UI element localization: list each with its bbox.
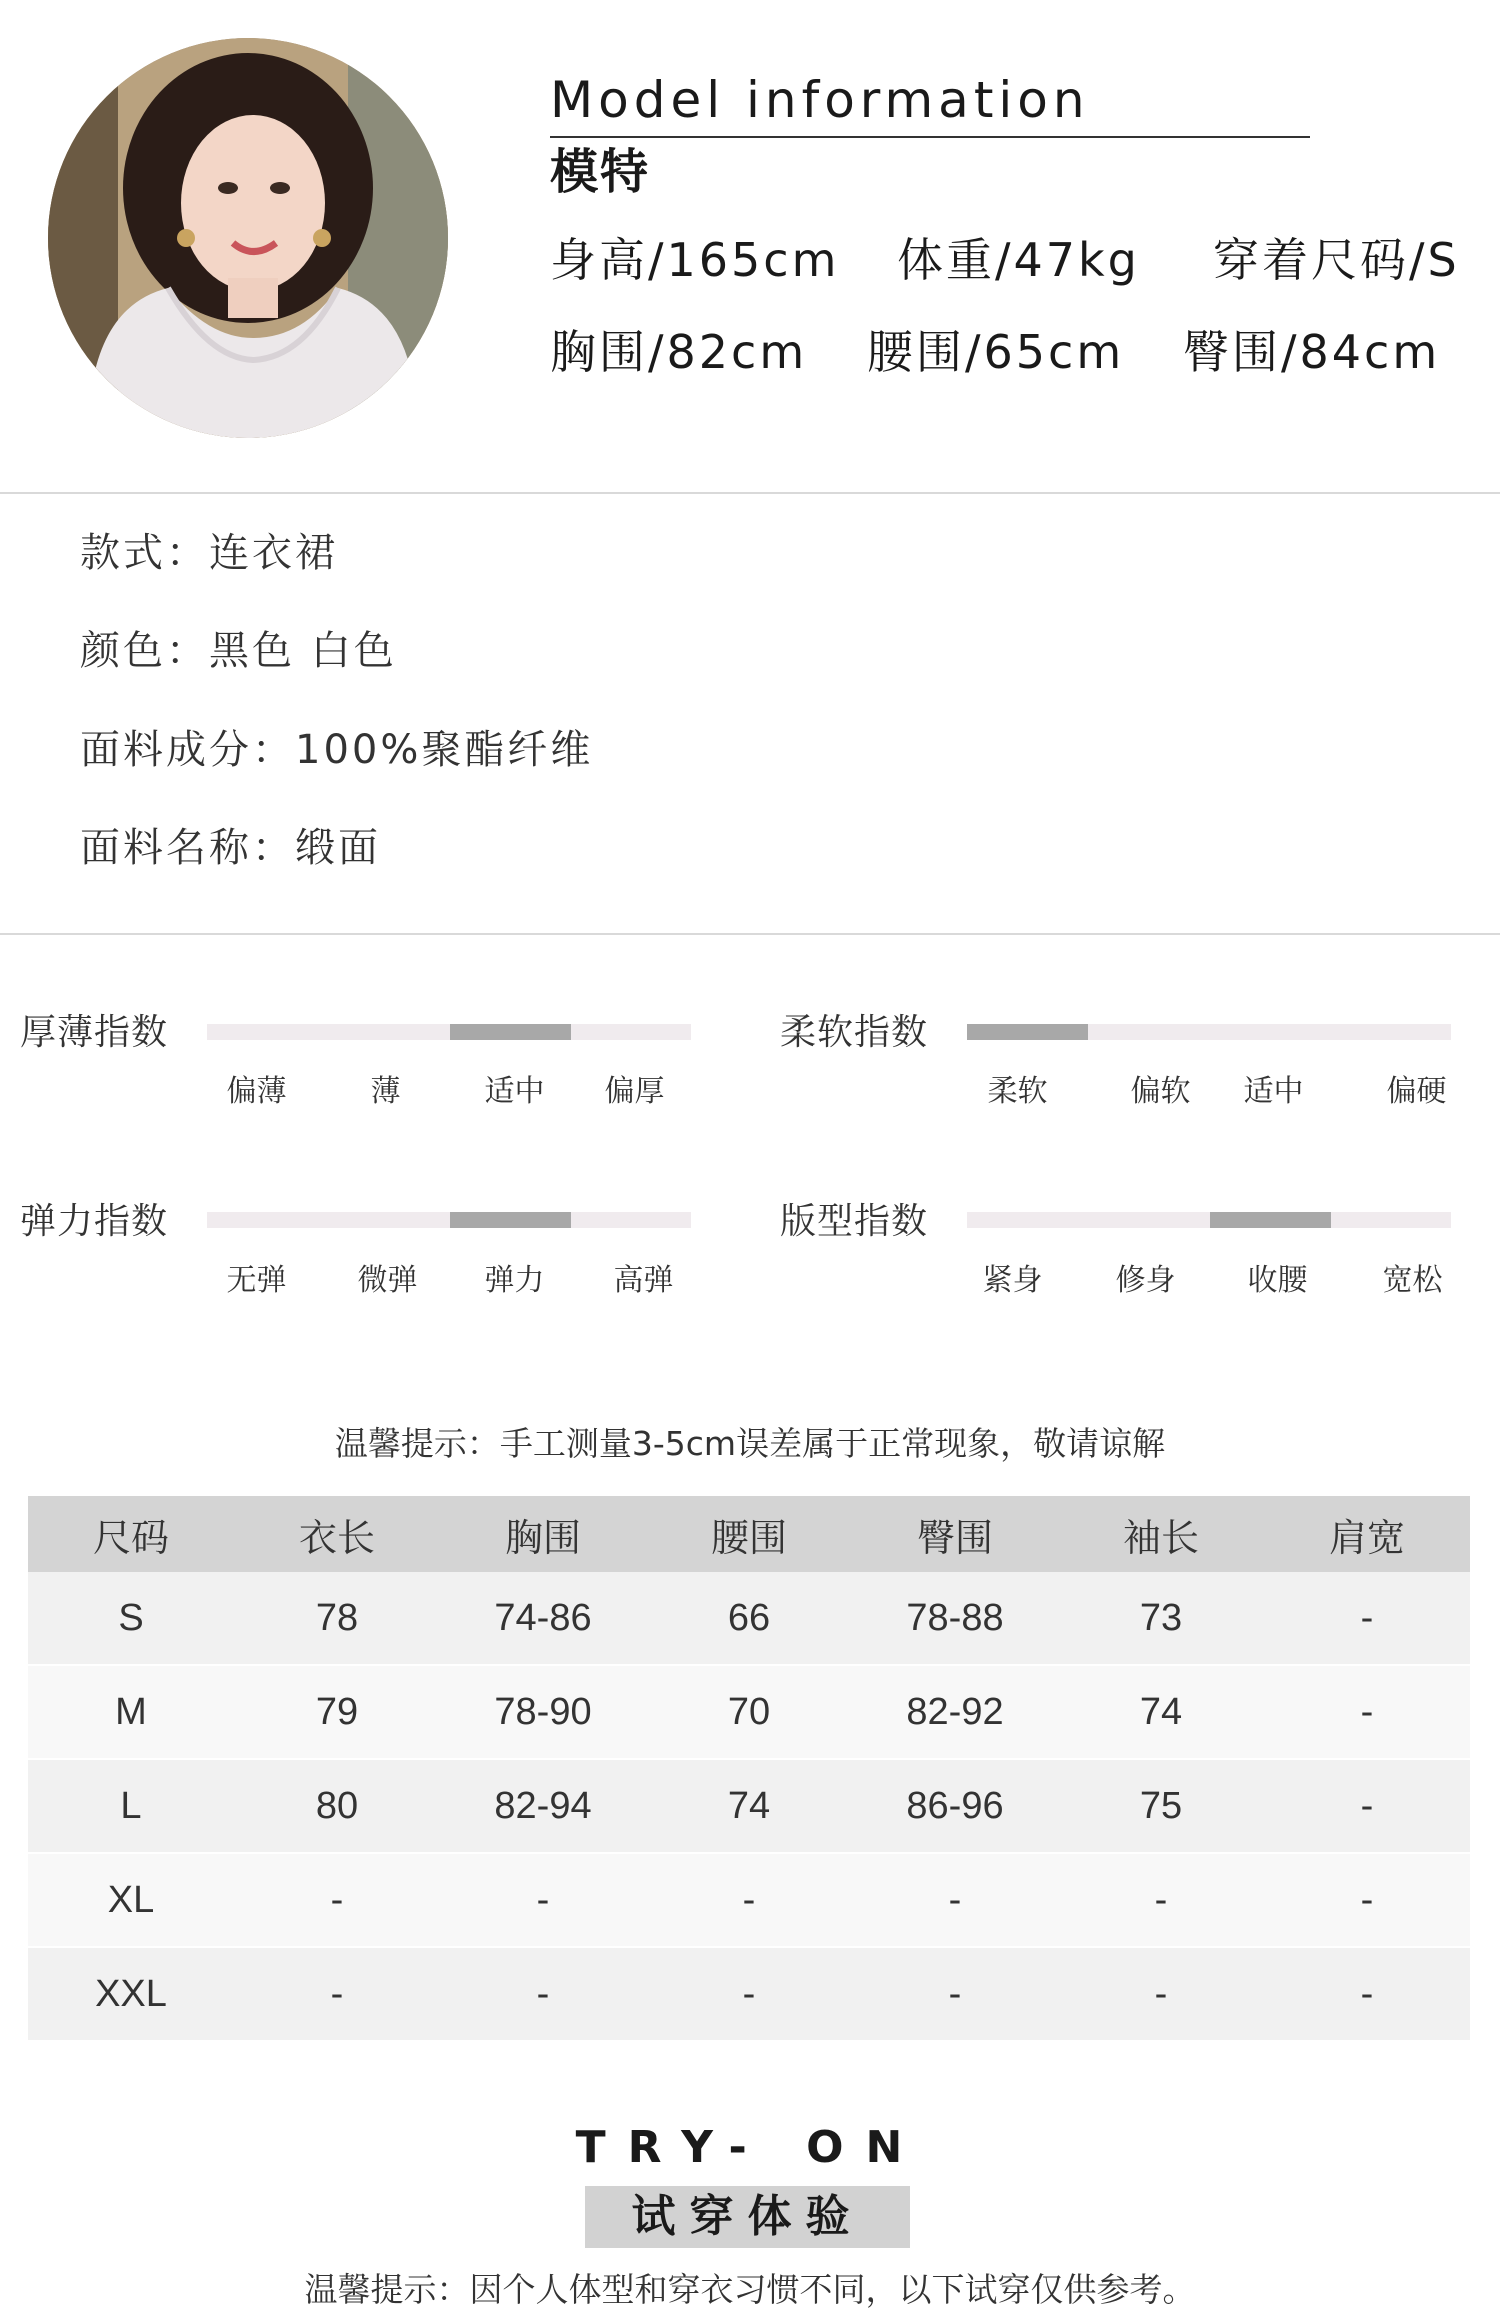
model-weight: 体重/47kg — [897, 233, 1140, 287]
model-photo — [48, 38, 448, 438]
table-cell: 74 — [1058, 1665, 1264, 1759]
tryon-note: 温馨提示：因个人体型和穿衣习惯不同，以下试穿仅供参考。 — [304, 2270, 1196, 2309]
index-option: 高弹 — [613, 1263, 674, 1298]
table-header-row — [28, 1496, 1470, 1572]
index-fit-label: 版型指数 — [780, 1201, 929, 1242]
model-title-underline — [550, 136, 1310, 138]
table-row — [28, 1572, 1470, 1665]
header-shoulder: 肩宽 — [1264, 1496, 1470, 1572]
table-cell: - — [1264, 1947, 1470, 2041]
index-thickness-label: 厚薄指数 — [20, 1012, 169, 1053]
index-fit-track — [967, 1212, 1451, 1228]
table-cell: - — [440, 1853, 646, 1947]
index-option: 弹力 — [484, 1263, 545, 1298]
tryon-title: TRY- ON — [575, 2122, 925, 2173]
table-cell: 74-86 — [440, 1572, 646, 1665]
table-cell: - — [234, 1853, 440, 1947]
index-option: 柔软 — [987, 1074, 1048, 1109]
table-cell: - — [1058, 1947, 1264, 2041]
table-cell: 86-96 — [852, 1759, 1058, 1853]
table-cell: - — [646, 1853, 852, 1947]
index-softness-marker — [967, 1024, 1088, 1040]
index-option: 无弹 — [226, 1263, 287, 1298]
index-option: 适中 — [1243, 1074, 1304, 1109]
index-option: 偏硬 — [1386, 1074, 1447, 1109]
table-cell: L — [28, 1759, 234, 1853]
table-cell: 74 — [646, 1759, 852, 1853]
header-sleeve: 袖长 — [1058, 1496, 1264, 1572]
table-cell: - — [1264, 1853, 1470, 1947]
tryon-badge: 试穿体验 — [585, 2186, 910, 2248]
index-elasticity-label: 弹力指数 — [20, 1201, 169, 1242]
table-cell: 82-94 — [440, 1759, 646, 1853]
index-option: 收腰 — [1247, 1263, 1308, 1298]
table-cell: - — [234, 1947, 440, 2041]
divider — [0, 492, 1500, 494]
index-option: 紧身 — [982, 1263, 1043, 1298]
table-cell: 78 — [234, 1572, 440, 1665]
index-thickness-track — [207, 1024, 691, 1040]
spec-fabric: 面料名称：缎面 — [80, 825, 381, 871]
size-table — [28, 1496, 1470, 2042]
index-option: 微弹 — [357, 1263, 418, 1298]
table-cell: XXL — [28, 1947, 234, 2041]
model-info-subtitle: 模特 — [550, 144, 651, 200]
model-info-title: Model information — [550, 71, 1090, 129]
table-cell: 66 — [646, 1572, 852, 1665]
spec-color: 颜色：黑色 白色 — [80, 628, 397, 674]
model-bust: 胸围/82cm — [550, 325, 808, 379]
table-cell: 73 — [1058, 1572, 1264, 1665]
table-cell: - — [852, 1947, 1058, 2041]
index-option: 修身 — [1115, 1263, 1176, 1298]
model-waist: 腰围/65cm — [867, 325, 1125, 379]
spec-style: 款式：连衣裙 — [80, 530, 338, 576]
header-size: 尺码 — [28, 1496, 234, 1572]
index-option: 适中 — [484, 1074, 545, 1109]
table-cell: - — [852, 1853, 1058, 1947]
table-cell: - — [440, 1947, 646, 2041]
index-option: 薄 — [370, 1074, 401, 1109]
size-tip: 温馨提示：手工测量3-5cm误差属于正常现象，敬请谅解 — [334, 1424, 1166, 1463]
table-cell: 80 — [234, 1759, 440, 1853]
header-hip: 臀围 — [852, 1496, 1058, 1572]
index-thickness-marker — [450, 1024, 571, 1040]
header-waist: 腰围 — [646, 1496, 852, 1572]
table-cell: 75 — [1058, 1759, 1264, 1853]
table-row — [28, 1853, 1470, 1947]
index-elasticity-track — [207, 1212, 691, 1228]
table-row — [28, 1947, 1470, 2041]
table-cell: - — [1264, 1759, 1470, 1853]
table-cell: - — [646, 1947, 852, 2041]
table-cell: M — [28, 1665, 234, 1759]
index-option: 偏软 — [1130, 1074, 1191, 1109]
table-cell: 79 — [234, 1665, 440, 1759]
model-avatar — [48, 38, 448, 438]
table-row — [28, 1665, 1470, 1759]
index-elasticity-marker — [450, 1212, 571, 1228]
index-fit-marker — [1210, 1212, 1331, 1228]
model-size: 穿着尺码/S — [1213, 233, 1460, 287]
index-softness-label: 柔软指数 — [780, 1012, 929, 1053]
model-height: 身高/165cm — [550, 233, 840, 287]
header-length: 衣长 — [234, 1496, 440, 1572]
table-cell: - — [1264, 1665, 1470, 1759]
table-cell: - — [1264, 1572, 1470, 1665]
table-cell: - — [1058, 1853, 1264, 1947]
table-row — [28, 1759, 1470, 1853]
table-cell: 78-88 — [852, 1572, 1058, 1665]
model-hip: 臀围/84cm — [1183, 325, 1441, 379]
table-cell: S — [28, 1572, 234, 1665]
divider — [0, 933, 1500, 935]
index-option: 宽松 — [1382, 1263, 1443, 1298]
index-option: 偏薄 — [226, 1074, 287, 1109]
index-option: 偏厚 — [604, 1074, 665, 1109]
index-softness-track — [967, 1024, 1451, 1040]
header-bust: 胸围 — [440, 1496, 646, 1572]
table-cell: XL — [28, 1853, 234, 1947]
table-cell: 78-90 — [440, 1665, 646, 1759]
table-cell: 82-92 — [852, 1665, 1058, 1759]
table-cell: 70 — [646, 1665, 852, 1759]
spec-composition: 面料成分：100%聚酯纤维 — [80, 727, 594, 773]
